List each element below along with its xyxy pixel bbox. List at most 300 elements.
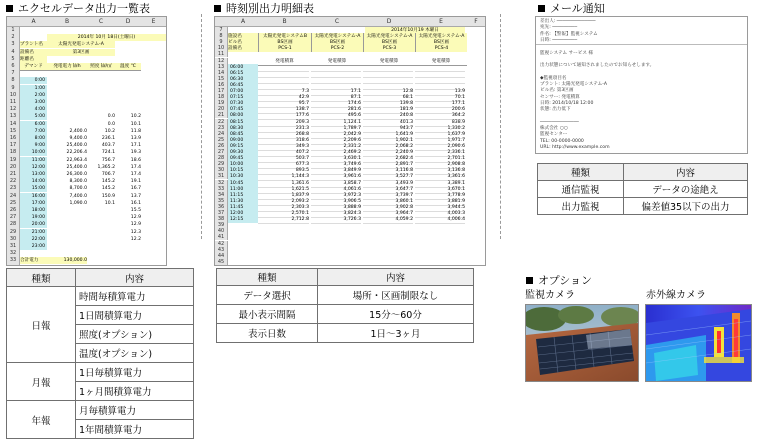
value-cell: 3,136.8 [415, 167, 465, 175]
time-cell: 4:00 [20, 106, 47, 113]
row-number: 33 [215, 186, 228, 192]
column-letter: B [64, 18, 70, 25]
surveillance-camera-photo [525, 304, 639, 382]
mail-line: 日時: ───────── [540, 37, 578, 43]
row-number: 28 [215, 155, 228, 161]
lux-cell [87, 221, 115, 228]
meter-label: 距離名 [20, 56, 47, 63]
value-cell: 2,336.1 [415, 149, 465, 157]
temp-cell: 11.8 [130, 128, 141, 134]
value-cell: 318.6 [258, 137, 309, 145]
table-header: 内容 [318, 269, 474, 286]
table-row: 表示日数 1日〜3ヶ月 [217, 324, 474, 343]
table-header: 内容 [624, 164, 748, 181]
value-cell: 68.1 [363, 94, 413, 102]
table-header: 種類 [217, 269, 318, 286]
time-cell: 5:00 [20, 113, 47, 120]
time-cell: 12:00 [228, 210, 258, 217]
value-cell: 503.7 [258, 155, 309, 163]
power-cell: 25,400.0 [66, 164, 87, 170]
time-cell: 7:00 [20, 128, 47, 135]
row-number: 32 [7, 250, 20, 257]
total-value: 130,000.0 [47, 257, 87, 264]
temp-cell: 12.9 [130, 215, 141, 221]
time-cell: 10:00 [20, 149, 47, 156]
power-cell [47, 113, 87, 120]
column-label: 温度 ℃ [115, 63, 141, 71]
row-number: 10 [215, 45, 228, 51]
row-number: 19 [215, 100, 228, 106]
row-number: 29 [7, 229, 20, 236]
row-number: 30 [7, 236, 20, 243]
time-cell: 10:30 [228, 173, 258, 180]
time-cell: 06:30 [228, 76, 258, 83]
table-row: 1日間積算電力 [7, 306, 194, 325]
plant-label: プラント名 [20, 41, 47, 48]
plant-value: 太陽光発電システム-A [311, 33, 363, 40]
row-number: 24 [215, 131, 228, 137]
row-number: 8 [7, 77, 20, 84]
row-number: 21 [215, 112, 228, 118]
temp-cell [115, 85, 141, 92]
value-cell: 3,630.1 [311, 155, 361, 163]
table-header: 種類 [7, 269, 76, 287]
lux-cell [87, 92, 115, 99]
table-row: データ選択 場所・区画制限なし [217, 286, 474, 305]
temp-cell: 13.9 [130, 136, 141, 141]
value-cell: 3,902.8 [363, 204, 413, 212]
value-cell: 1,837.9 [258, 192, 309, 200]
time-cell: 07:30 [228, 100, 258, 107]
row-number: 39 [215, 222, 228, 228]
value-cell: 231.3 [258, 125, 309, 133]
value-cell: 1,330.2 [415, 125, 465, 133]
time-cell: 07:45 [228, 106, 258, 113]
temp-cell: 12.3 [130, 229, 141, 235]
row-number: 42 [215, 241, 228, 247]
time-cell: 11:30 [228, 198, 258, 205]
value-cell: 70.1 [415, 94, 465, 102]
solar-roof-image [526, 305, 638, 381]
row-number: 21 [7, 171, 20, 178]
time-cell: 06:00 [228, 64, 258, 71]
value-cell: 4,061.6 [311, 186, 361, 194]
column-letter: E [439, 18, 443, 25]
lux-cell: 0.0 [107, 114, 115, 120]
value-cell: 1,144.3 [258, 173, 309, 181]
temp-cell: 16.1 [130, 200, 141, 206]
row-number: 32 [215, 180, 228, 186]
value-cell: 2,712.8 [258, 216, 309, 224]
power-cell [47, 121, 87, 128]
device-label: 設備名 [228, 45, 258, 52]
row-number: 8 [215, 33, 228, 39]
row-number: 38 [215, 216, 228, 222]
value-cell: 1,621.5 [258, 186, 309, 194]
power-cell [47, 92, 87, 99]
value-cell: 2,469.2 [311, 149, 361, 157]
value-header: 発電積算 [258, 58, 311, 66]
temp-cell [115, 243, 141, 250]
time-cell: 19:00 [20, 214, 47, 221]
time-cell: 17:00 [20, 200, 47, 207]
value-cell: 4,003.3 [415, 210, 465, 218]
row-number: 10 [7, 92, 20, 99]
time-cell: 09:30 [228, 149, 258, 156]
plant-value: 太陽光発電システムB [258, 33, 311, 40]
value-cell: 495.6 [311, 112, 361, 120]
value-cell: 1,361.6 [258, 180, 309, 188]
value-cell: 2,891.7 [363, 161, 413, 169]
row-number: 13 [7, 113, 20, 120]
time-cell: 09:15 [228, 143, 258, 150]
separator [500, 14, 501, 239]
mail-line: プラント: 太陽光発電システム-A [540, 82, 608, 87]
power-cell [47, 106, 87, 113]
table-row: 日報 時間毎積算電力 [7, 287, 194, 306]
power-cell: 8,700.0 [69, 186, 87, 192]
row-number: 2 [7, 34, 20, 41]
value-cell: 838.9 [415, 119, 465, 127]
time-cell: 11:45 [228, 204, 258, 211]
value-cell: 200.6 [415, 106, 465, 114]
value-cell: 209.3 [258, 119, 309, 127]
time-cell: 11:15 [228, 192, 258, 199]
lux-cell [87, 214, 115, 221]
time-cell: 9:00 [20, 142, 47, 149]
row-number: 15 [7, 128, 20, 135]
time-cell: 11:00 [20, 157, 47, 164]
mail-line: 株式会社 ○○ [540, 126, 568, 132]
row-number: 28 [7, 221, 20, 228]
table-row: 月報 1日毎積算電力 [7, 363, 194, 382]
value-cell: 2,068.2 [363, 143, 413, 151]
row-number: 29 [215, 161, 228, 167]
lux-cell: 145.2 [101, 179, 115, 185]
power-cell [47, 243, 87, 250]
power-cell: 7,400.0 [69, 193, 87, 199]
row-number: 3 [7, 41, 20, 48]
time-cell: 22:00 [20, 236, 47, 243]
column-header-row [215, 17, 485, 27]
row-number: 22 [215, 119, 228, 125]
row-number: 22 [7, 178, 20, 185]
column-label: 照度 ㎾/㎡ [87, 63, 115, 71]
mail-notification-screenshot [535, 16, 748, 154]
table-header: 種類 [538, 164, 624, 181]
row-number: 24 [7, 193, 20, 200]
mail-line: 件名: 【警報】監視システム [540, 31, 598, 37]
temp-cell: 10.1 [130, 121, 141, 127]
value-cell: 3,670.1 [415, 186, 465, 194]
row-number: 17 [215, 88, 228, 94]
power-cell [47, 99, 87, 106]
value-cell: 3,778.9 [415, 192, 465, 200]
row-number: 33 [7, 257, 20, 264]
value-cell: 3,858.7 [311, 180, 361, 188]
power-cell: 26,300.0 [66, 172, 87, 177]
plant-value: 太陽光発電システム-A [363, 33, 415, 40]
row-number: 26 [215, 143, 228, 149]
row-number: 1 [7, 27, 20, 34]
value-cell: 2,570.1 [258, 210, 309, 218]
lux-cell [87, 243, 115, 250]
value-cell: 174.6 [311, 100, 361, 108]
time-cell: 11:00 [228, 186, 258, 193]
mail-line: 日時: 2014/10/18 12:00 [540, 100, 594, 106]
value-cell: 7.3 [258, 88, 309, 96]
value-cell: 3,647.7 [363, 186, 413, 194]
lux-cell: 150.9 [101, 193, 115, 199]
value-header: 発電積算 [415, 58, 467, 66]
lux-cell [87, 85, 115, 92]
time-cell: 08:45 [228, 131, 258, 138]
building-value: BS区画 [415, 39, 467, 46]
time-cell: 23:00 [20, 243, 47, 250]
ir-camera-label: 赤外線カメラ [646, 290, 706, 301]
lux-cell [87, 229, 115, 236]
device-value: 第3区画 [47, 49, 115, 56]
value-cell: 2,042.9 [311, 131, 361, 139]
value-cell: 177.6 [258, 112, 309, 120]
time-cell: 16:00 [20, 193, 47, 200]
column-letter: A [240, 18, 246, 25]
mail-line: URL: http://www.example.com [540, 145, 610, 150]
square-bullet-icon [538, 5, 545, 12]
column-label: デマンド [20, 63, 47, 71]
building-label: ビル名 [228, 39, 258, 46]
row-number: 37 [215, 210, 228, 216]
temp-cell [115, 106, 141, 113]
value-cell: 281.6 [311, 106, 361, 114]
row-number: 11 [215, 51, 228, 57]
value-cell: 1,789.7 [311, 125, 361, 133]
value-cell: 2,209.6 [311, 137, 361, 145]
row-number: 16 [7, 135, 20, 142]
power-cell: 22,206.4 [66, 150, 87, 156]
excel-hourly-report-screenshot [214, 16, 486, 266]
mail-line: ────────────── [540, 119, 579, 125]
hourly-settings-table [216, 268, 474, 343]
temp-cell [115, 77, 141, 84]
value-cell: 3,961.6 [311, 173, 361, 181]
table-row: 温度(オプション) [7, 344, 194, 363]
temp-cell: 18.6 [130, 157, 141, 163]
time-cell: 09:45 [228, 155, 258, 162]
time-cell: 12:15 [228, 216, 258, 223]
row-number: 35 [215, 198, 228, 204]
row-number: 31 [7, 243, 20, 250]
row-number: 5 [7, 56, 20, 63]
mail-line: 差出人: ────────────── [540, 19, 596, 24]
mail-line: TEL: 00-0000-0000 [540, 138, 584, 144]
value-cell: 268.8 [258, 131, 309, 139]
value-cell: 1,902.1 [363, 137, 413, 145]
row-number: 19 [7, 157, 20, 164]
value-cell: 139.8 [363, 100, 413, 108]
column-letter: D [386, 18, 392, 25]
time-cell: 1:00 [20, 85, 47, 92]
value-cell: 943.7 [363, 125, 413, 133]
value-cell: 3,116.8 [363, 167, 413, 175]
mail-line: 監視センター [540, 132, 568, 138]
power-cell [47, 207, 87, 214]
column-letter: B [282, 18, 287, 25]
building-value: BS区画 [258, 39, 311, 46]
value-cell: 4,059.2 [363, 216, 413, 224]
mail-line: 出力状態について通知されましたのでお知らせします。 [540, 63, 655, 69]
lux-cell [87, 236, 115, 243]
value-cell: 2,908.8 [415, 161, 465, 169]
table-row: 通信監視 データの途絶え [538, 181, 748, 198]
lux-cell: 10.1 [104, 200, 115, 206]
value-cell: 3,972.3 [311, 192, 361, 200]
value-header: 発電積算 [311, 58, 363, 66]
table-row: 年報 月毎積算電力 [7, 401, 194, 420]
time-cell: 08:30 [228, 125, 258, 132]
row-number: 25 [7, 200, 20, 207]
lux-cell: 236.1 [101, 136, 115, 141]
value-cell: 2,090.6 [415, 143, 465, 151]
value-cell: 181.9 [363, 106, 413, 114]
time-cell: 10:00 [228, 161, 258, 168]
row-number: 12 [7, 106, 20, 113]
row-number: 34 [215, 192, 228, 198]
column-letter: A [31, 18, 36, 25]
value-cell: 2,093.2 [258, 198, 309, 206]
value-cell: 3,849.9 [311, 167, 361, 175]
row-number: 43 [215, 247, 228, 253]
temp-cell: 15.5 [130, 208, 141, 213]
value-cell: 3,964.7 [363, 210, 413, 218]
square-bullet-icon [526, 277, 533, 284]
row-number: 30 [215, 167, 228, 173]
column-label: 発電電力 ㎾h [47, 63, 87, 71]
value-cell: 138.7 [258, 106, 309, 114]
temp-cell [115, 92, 141, 99]
row-number: 36 [215, 204, 228, 210]
device-label: 設備名 [20, 49, 47, 56]
lux-cell [87, 207, 115, 214]
row-number: 45 [215, 259, 228, 265]
column-letter: D [125, 18, 131, 25]
row-number: 26 [7, 207, 20, 214]
time-cell: 06:15 [228, 70, 258, 77]
column-letter: F [474, 18, 478, 25]
time-cell: 15:00 [20, 185, 47, 192]
temp-cell: 12.9 [130, 222, 141, 228]
temp-cell [115, 99, 141, 106]
lux-cell: 1,365.2 [97, 164, 115, 170]
value-cell: 3,726.3 [311, 216, 361, 224]
value-cell: 3,493.9 [363, 180, 413, 188]
row-number: 44 [215, 253, 228, 259]
time-cell: 09:00 [228, 137, 258, 144]
temp-cell: 16.7 [130, 186, 141, 192]
power-cell: 25,400.0 [66, 143, 87, 149]
row-number: 40 [215, 228, 228, 234]
column-letter: C [334, 18, 340, 25]
time-cell: 08:15 [228, 119, 258, 126]
mail-divider [536, 44, 747, 45]
value-cell: 3,749.6 [311, 161, 361, 169]
row-number: 9 [7, 85, 20, 92]
table-header: 内容 [76, 269, 194, 287]
hourly-report-title: 時刻別出力明細表 [214, 3, 314, 15]
lux-cell: 403.7 [101, 143, 115, 149]
temp-cell: 12.2 [130, 236, 141, 242]
row-number: 31 [215, 173, 228, 179]
thermal-image [646, 305, 751, 381]
power-cell: 8,300.0 [69, 179, 87, 185]
time-cell: 14:00 [20, 178, 47, 185]
power-cell: 22,963.4 [66, 157, 87, 163]
mail-line: 宛先: ───────── [540, 25, 578, 31]
mail-notice-title: メール通知 [538, 3, 605, 15]
row-number: 4 [7, 49, 20, 56]
row-number: 17 [7, 142, 20, 149]
lux-cell [87, 106, 115, 113]
value-cell: 17.1 [311, 88, 361, 96]
row-number: 15 [215, 76, 228, 82]
time-cell: 2:00 [20, 92, 47, 99]
lux-cell [87, 99, 115, 106]
separator [201, 14, 202, 239]
square-bullet-icon [214, 5, 221, 12]
value-cell: 2,303.3 [258, 204, 309, 212]
temp-cell: 10.2 [130, 114, 141, 120]
mail-line: 監視システム サービス 様 [540, 50, 593, 56]
power-cell [47, 214, 87, 221]
report-date: 2014年 10月 18日(土曜日) [47, 34, 166, 41]
option-title: オプション [526, 275, 592, 287]
value-cell: 95.7 [258, 100, 309, 108]
row-number: 7 [7, 70, 20, 77]
row-number: 6 [7, 63, 20, 70]
time-cell: 6:00 [20, 121, 47, 128]
building-value: BS区画 [311, 39, 363, 46]
value-cell: 3,739.7 [363, 192, 413, 200]
plant-value: 太陽光発電システム-A [47, 41, 115, 48]
lux-cell: 0.0 [107, 121, 115, 127]
table-row: 出力監視 偏差値35以下の出力 [538, 198, 748, 215]
power-cell [47, 85, 87, 92]
row-number: 27 [7, 214, 20, 221]
time-cell: 8:00 [20, 135, 47, 142]
lux-cell [87, 77, 115, 84]
power-cell [47, 229, 87, 236]
column-header-row [7, 17, 166, 27]
lux-cell: 756.7 [101, 157, 115, 163]
camera-label: 監視カメラ [525, 290, 575, 301]
column-letter: E [151, 18, 156, 25]
plant-label: 施設名 [228, 33, 258, 40]
time-cell: 20:00 [20, 221, 47, 228]
temp-cell: 19.3 [130, 150, 141, 156]
time-cell: 07:15 [228, 94, 258, 101]
value-cell: 3,361.6 [415, 173, 465, 181]
row-number: 20 [215, 106, 228, 112]
row-number: 20 [7, 164, 20, 171]
value-cell: 42.9 [258, 94, 309, 102]
value-cell: 3,881.9 [415, 198, 465, 206]
row-number: 14 [215, 70, 228, 76]
value-cell: 2,682.4 [363, 155, 413, 163]
time-cell: 3:00 [20, 99, 47, 106]
lux-cell: 724.1 [101, 150, 115, 156]
value-cell: 3,888.9 [311, 204, 361, 212]
table-row: 最小表示間隔 15分〜60分 [217, 305, 474, 324]
